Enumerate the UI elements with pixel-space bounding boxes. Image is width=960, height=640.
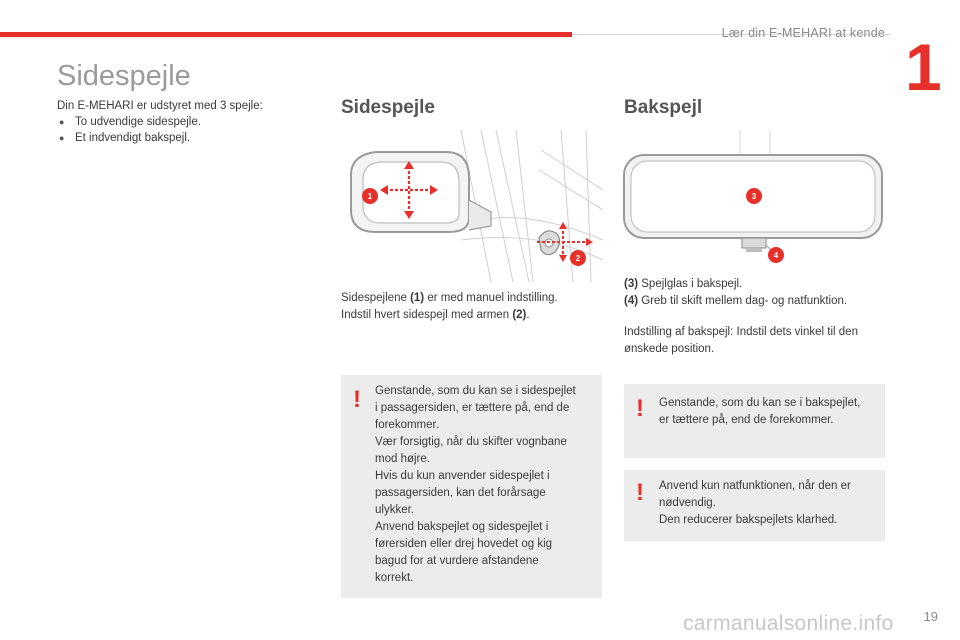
warning-line: er tættere på, end de forekommer. [659,414,834,426]
warning-line: Genstande, som du kan se i sidespejlet [375,385,576,397]
warning-line: passagersiden, kan det forårsage [375,487,546,499]
warning-line: i passagersiden, er tættere på, end de [375,402,570,414]
legend-item-3 [624,276,886,293]
rear-mirror-legend [624,276,886,310]
adjust-line: Indstilling af bakspejl: Indstil dets vinkel til den [624,326,858,338]
warning-line: forekommer. [375,419,439,431]
rear-mirror-warning-text-1 [659,395,881,429]
rear-mirror-warning-box-2 [624,470,885,541]
desc-end: . [526,309,530,321]
intro-list-item: ● To udvendige sidespejle. [57,114,312,130]
side-mirror-warning-text [375,383,597,587]
warning-line: Anvend bakspejlet og sidespejlet i [375,521,549,533]
intro-section [57,98,312,146]
callout-4-label: 4 [773,251,779,260]
warning-line: korrekt. [375,572,414,584]
chapter-title: Lær din E-MEHARI at kende [721,26,885,40]
desc-mid: er med manuel indstilling. [424,292,558,304]
callout-1-label: 1 [367,192,373,201]
warning-line: Vær forsigtig, når du skifter vognbane [375,436,567,448]
warning-line: Anvend kun natfunktionen, når den er [659,480,851,492]
rear-mirror-illustration [622,130,886,270]
side-mirror-description [341,290,603,324]
warning-line: nødvendig. [659,497,716,509]
page-title: Sidespejle [57,60,191,92]
intro-text: Din E-MEHARI er udstyret med 3 spejle: [57,100,263,112]
rear-mirror-warning-text-2 [659,478,881,529]
rear-mirror-warning-box-1 [624,384,885,458]
watermark: carmanualsonline.info [683,612,894,635]
chapter-number: 1 [905,30,942,104]
warning-icon: ! [636,395,644,422]
legend-ref-3: (3) [624,278,639,290]
warning-line: Den reducerer bakspejlets klarhed. [659,514,838,526]
warning-line: førersiden eller drej hovedet og kig [375,538,553,550]
adjust-line: ønskede position. [624,343,715,355]
desc-prefix: Sidespejlene [341,292,411,304]
legend-text-3: Spejlglas i bakspejl. [638,278,743,290]
callout-2-label: 2 [575,254,581,263]
callout-3-label: 3 [751,192,757,201]
page-number: 19 [923,609,938,624]
side-mirror-warning-box [341,375,602,598]
desc-ref-1: (1) [410,292,425,304]
desc-line2: Indstil hvert sidespejl med armen [341,309,513,321]
warning-icon: ! [636,479,644,506]
header-accent-bar [0,32,572,37]
side-mirror-illustration [341,130,603,282]
rear-mirror-heading: Bakspejl [624,97,703,118]
intro-list [57,114,312,146]
warning-line: Genstande, som du kan se i bakspejlet, [659,397,861,409]
intro-list-item: ● Et indvendigt bakspejl. [57,130,312,146]
warning-line: Hvis du kun anvender sidespejlet i [375,470,550,482]
rear-mirror-adjust-text [624,324,886,358]
warning-line: mod højre. [375,453,430,465]
legend-text-4: Greb til skift mellem dag- og natfunktion. [638,295,848,307]
legend-item-4 [624,293,886,310]
warning-line: ulykker. [375,504,414,516]
warning-line: bagud for at vurdere afstandene [375,555,539,567]
side-mirror-heading: Sidespejle [341,97,435,118]
legend-ref-4: (4) [624,295,639,307]
desc-ref-2: (2) [512,309,527,321]
warning-icon: ! [353,386,361,413]
